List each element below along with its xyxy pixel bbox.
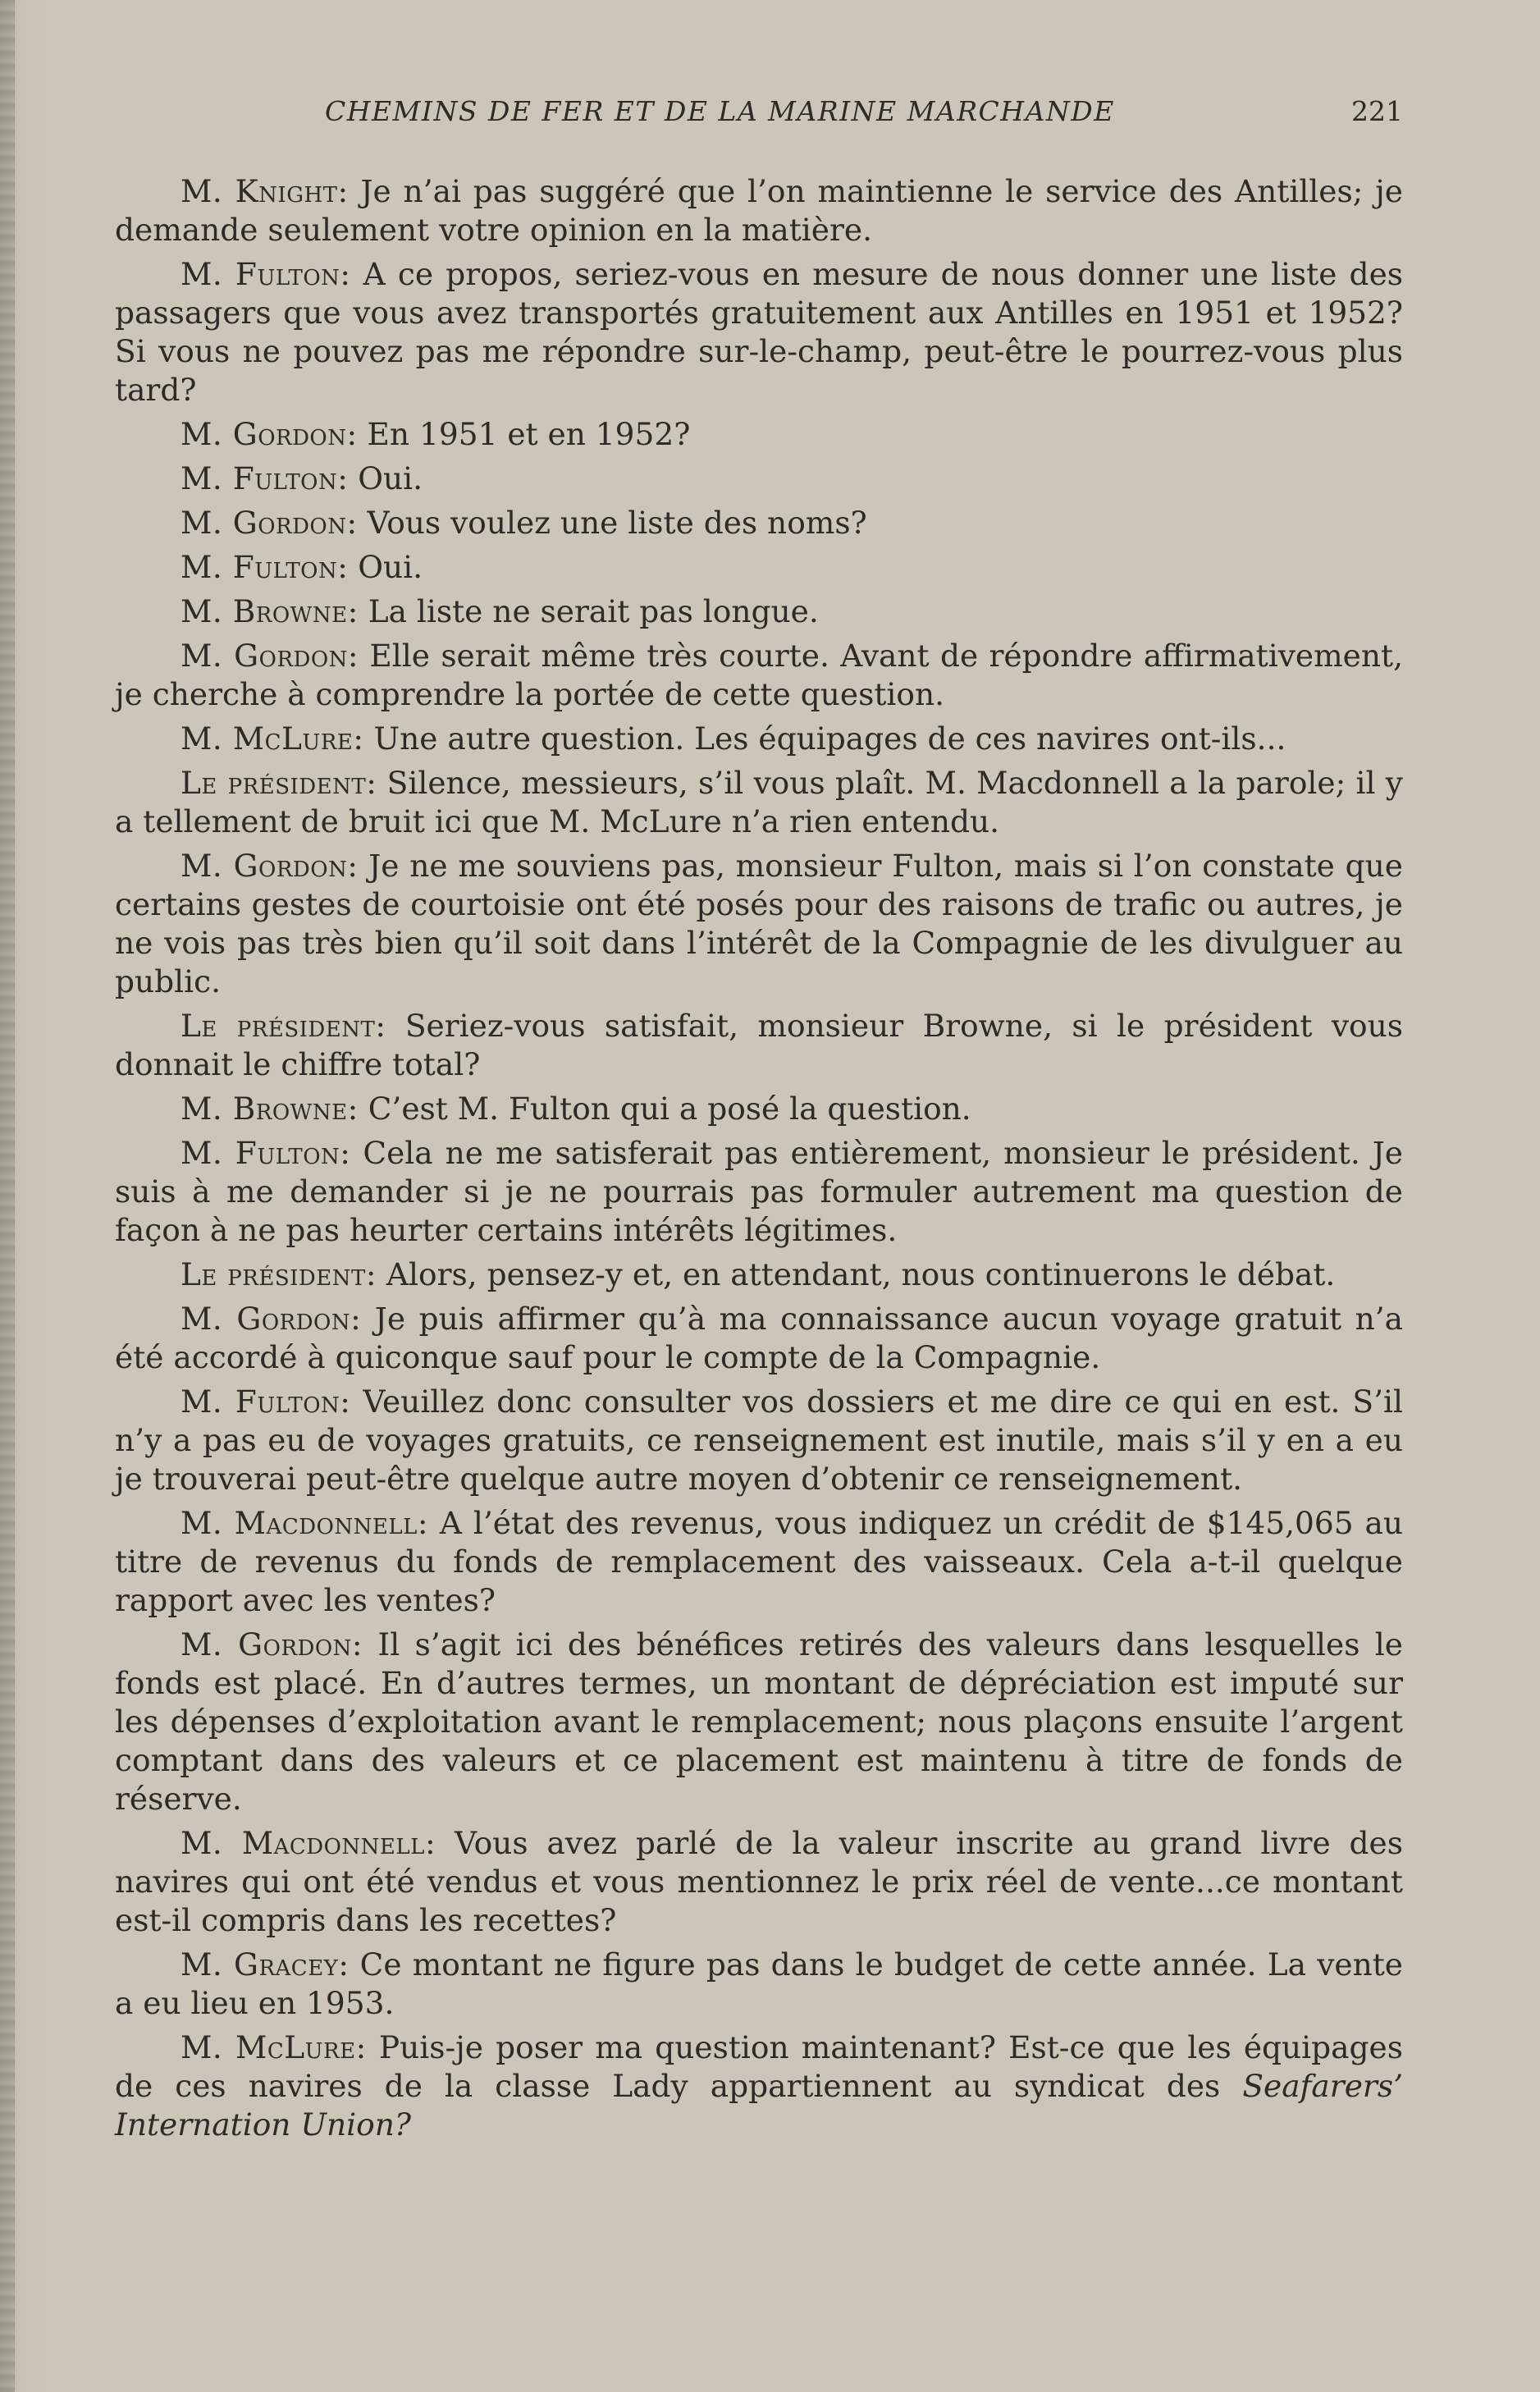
- speech-text: Seriez-vous satisfait, monsieur Browne, si le président vous donnait le chiffre total?: [115, 1008, 1403, 1082]
- italic-union-name: Seafarers’ Internation Union?: [115, 2068, 1403, 2143]
- running-header: [115, 95, 1403, 131]
- paragraph: [115, 1626, 1403, 1818]
- speaker-name: M. Gordon:: [181, 638, 359, 674]
- speech-text: Ce montant ne figure pas dans le budget de cette année. La vente a eu lieu en 1953.: [115, 1946, 1403, 2021]
- running-title: CHEMINS DE FER ET DE LA MARINE MARCHANDE: [325, 95, 1115, 127]
- paragraph: [115, 1824, 1403, 1940]
- paragraph: [115, 1300, 1403, 1377]
- speaker-name: M. McLure:: [181, 720, 364, 757]
- paragraph: [115, 637, 1403, 714]
- speaker-name: M. Fulton:: [181, 256, 351, 292]
- speaker-name: M. Gracey:: [181, 1946, 350, 1983]
- speech-text: Vous avez parlé de la valeur inscrite au grand livre des navires qui ont été vendus et vous mentionnez le prix réel de vente...ce montant est-il compris dans les recettes?: [115, 1825, 1403, 1938]
- speech-text: Alors, pensez-y et, en attendant, nous continuerons le débat.: [377, 1256, 1336, 1292]
- transcript-body: [115, 172, 1403, 2150]
- speaker-name: M. Gordon:: [181, 505, 358, 541]
- paragraph: [115, 1090, 1403, 1128]
- speech-text: Je n’ai pas suggéré que l’on maintienne le service des Antilles; je demande seulement votre opinion en la matière.: [115, 173, 1403, 248]
- speech-text: Oui.: [348, 460, 423, 496]
- paragraph: [115, 415, 1403, 454]
- speaker-name: M. Macdonnell:: [181, 1825, 436, 1861]
- paragraph: [115, 172, 1403, 249]
- paragraph: [115, 1007, 1403, 1084]
- speech-text: Une autre question. Les équipages de ces navires ont-ils...: [363, 720, 1286, 757]
- speech-text: Elle serait même très courte. Avant de répondre affirmativement, je cherche à comprendre la portée de cette question.: [115, 638, 1403, 712]
- speech-text: Silence, messieurs, s’il vous plaît. M. Macdonnell a la parole; il y a tellement de bruit ici que M. McLure n’a rien entendu.: [115, 765, 1403, 839]
- speech-text: Cela ne me satisferait pas entièrement, monsieur le président. Je suis à me demander si je ne pourrais pas formuler autrement ma question de façon à ne pas heurter certains intérêts légitimes.: [115, 1135, 1404, 1248]
- speech-text: C’est M. Fulton qui a posé la question.: [358, 1091, 971, 1127]
- speaker-name: M. Fulton:: [181, 1135, 351, 1171]
- speech-text: Il s’agit ici des bénéfices retirés des valeurs dans lesquelles le fonds est placé. En d’autres termes, un montant de dépréciation est imputé sur les dépenses d’exploitation avant le remplacement; nous plaçons ensuite l’argent comptant dans des valeurs et ce placement est maintenu à titre de fonds de réserve.: [115, 1626, 1403, 1817]
- paragraph: [115, 1134, 1403, 1250]
- speaker-name: M. Fulton:: [181, 1384, 351, 1420]
- page-binding-edge: [0, 0, 15, 2392]
- paragraph: [115, 2028, 1403, 2144]
- speaker-name: M. Fulton:: [181, 549, 349, 585]
- speaker-name: M. Macdonnell:: [181, 1505, 429, 1541]
- speaker-name: M. Browne:: [181, 1091, 359, 1127]
- paragraph: [115, 847, 1403, 1001]
- paragraph: [115, 548, 1403, 587]
- paragraph: [115, 1255, 1403, 1294]
- paragraph: [115, 460, 1403, 498]
- speaker-name: Le président:: [181, 765, 377, 801]
- speech-text: Veuillez donc consulter vos dossiers et me dire ce qui en est. S’il n’y a pas eu de voyages gratuits, ce renseignement est inutile, mais s’il y en a eu je trouverai peut-être quelque autre moyen d’obtenir ce renseignement.: [115, 1384, 1403, 1497]
- paragraph: [115, 1946, 1403, 2023]
- paragraph: [115, 504, 1403, 542]
- speaker-name: M. Gordon:: [181, 1301, 362, 1337]
- paragraph: [115, 1504, 1403, 1620]
- speaker-name: M. McLure:: [181, 2029, 367, 2065]
- speech-text: Je ne me souviens pas, monsieur Fulton, mais si l’on constate que certains gestes de courtoisie ont été posés pour des raisons de trafic ou autres, je ne vois pas très bien qu’il soit dans l’intérêt de la Compagnie de les divulguer au public.: [115, 848, 1403, 999]
- speech-text: Je puis affirmer qu’à ma connaissance aucun voyage gratuit n’a été accordé à quiconque sauf pour le compte de la Compagnie.: [115, 1301, 1403, 1375]
- speech-text: La liste ne serait pas longue.: [358, 593, 819, 629]
- paragraph: [115, 1383, 1403, 1498]
- page-number: 221: [1351, 95, 1403, 127]
- speaker-name: M. Knight:: [181, 173, 349, 209]
- speaker-name: M. Fulton:: [181, 460, 349, 496]
- speaker-name: M. Gordon:: [181, 848, 359, 884]
- speaker-name: M. Gordon:: [181, 1626, 363, 1663]
- paragraph: [115, 592, 1403, 631]
- speech-text: En 1951 et en 1952?: [357, 416, 691, 452]
- speaker-name: Le président:: [181, 1256, 377, 1292]
- speech-text: Oui.: [348, 549, 423, 585]
- speaker-name: M. Browne:: [181, 593, 359, 629]
- paragraph: [115, 255, 1403, 409]
- paragraph: [115, 764, 1403, 841]
- speech-text: A ce propos, seriez-vous en mesure de nous donner une liste des passagers que vous avez transportés gratuitement aux Antilles en 1951 et 1952? Si vous ne pouvez pas me répondre sur-le-champ, peut-être le pourrez-vous plus tard?: [115, 256, 1404, 408]
- speech-text: A l’état des revenus, vous indiquez un crédit de $145,065 au titre de revenus du fonds de remplacement des vaisseaux. Cela a-t-il quelque rapport avec les ventes?: [115, 1505, 1403, 1618]
- speaker-name: Le président:: [181, 1008, 386, 1044]
- paragraph: [115, 720, 1403, 758]
- speech-text: Vous voulez une liste des noms?: [357, 505, 867, 541]
- speaker-name: M. Gordon:: [181, 416, 358, 452]
- speech-text: Puis-je poser ma question maintenant? Est-ce que les équipages de ces navires de la classe Lady appartiennent au syndicat des: [115, 2029, 1403, 2104]
